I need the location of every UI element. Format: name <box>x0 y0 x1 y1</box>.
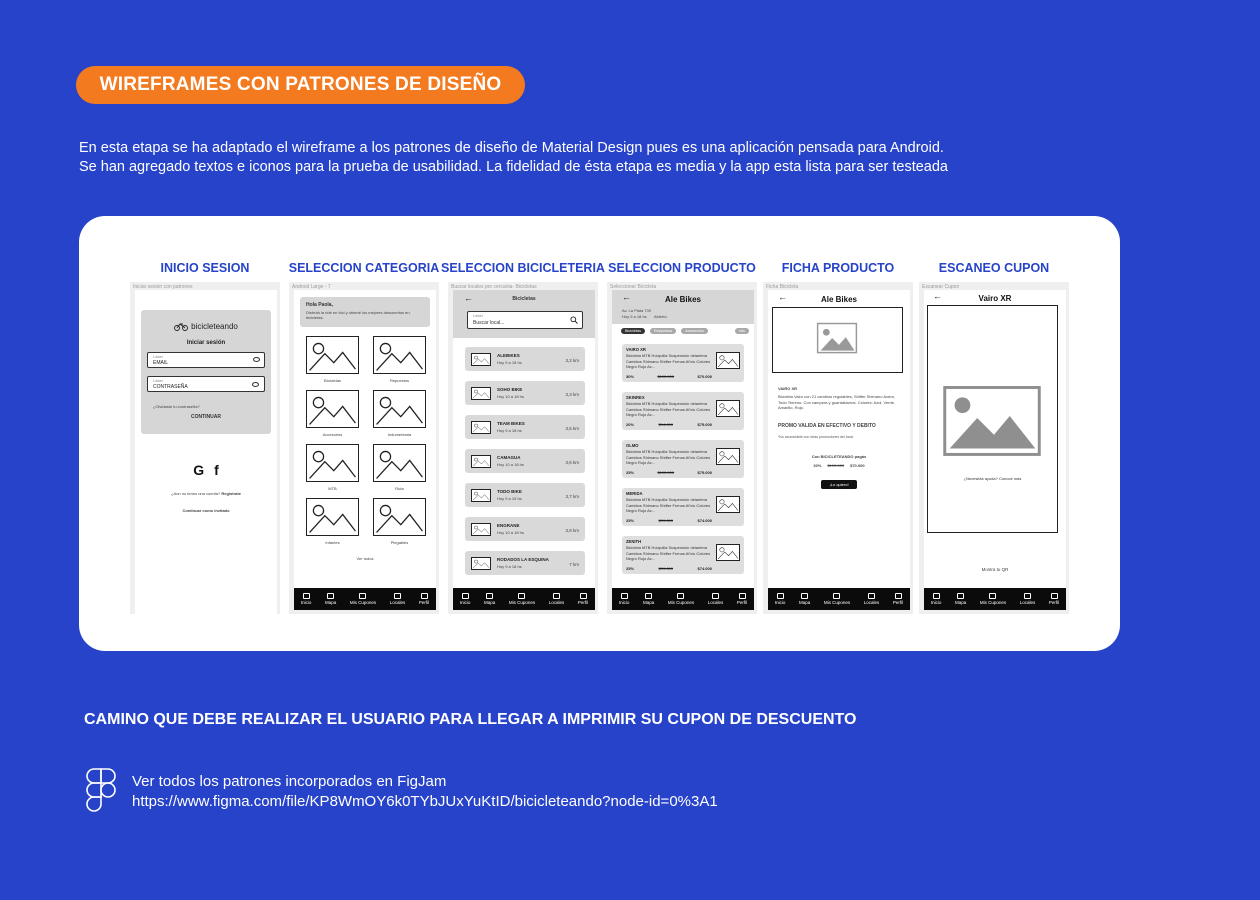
price-row <box>626 566 712 571</box>
price-row <box>626 518 712 523</box>
product-image <box>772 307 903 373</box>
category-label: Accesorios <box>322 432 343 437</box>
nav-item-inicio[interactable] <box>301 593 312 605</box>
discount-badge: 20% <box>626 422 635 427</box>
password-field[interactable] <box>147 376 265 392</box>
nav-label: Perfil <box>892 600 904 605</box>
figma-logo-icon <box>86 768 116 817</box>
column-title: INICIO SESION <box>160 261 250 275</box>
image-placeholder-icon <box>717 449 739 464</box>
nav-label: Perfil <box>736 600 748 605</box>
nav-label: Locales <box>707 600 724 605</box>
no-account-text: ¿Aun no tenes una cuenta? <box>171 491 221 496</box>
nav-label: Locales <box>548 600 565 605</box>
google-icon[interactable]: G <box>193 462 205 478</box>
product-name: VAIRO XR <box>778 386 798 391</box>
discount-badge: 25% <box>626 566 635 571</box>
store-name: TEAM BIKES <box>497 421 525 426</box>
facebook-icon[interactable]: f <box>214 462 219 478</box>
nav-icon <box>989 593 996 599</box>
store-list-item[interactable] <box>465 551 585 575</box>
discount-badge: 30% <box>626 374 635 379</box>
product-thumbnail <box>716 400 740 417</box>
price-row <box>626 470 712 475</box>
chip-repuestos[interactable]: Repuestos <box>650 328 676 334</box>
greeting-title: Hola Paola, <box>306 302 333 308</box>
page-title: WIREFRAMES CON PATRONES DE DISEÑO <box>76 66 525 104</box>
screen-escaneo <box>924 290 1066 610</box>
nav-label: Perfil <box>418 600 430 605</box>
wireframe-frame <box>289 282 439 614</box>
store-thumbnail <box>471 455 491 468</box>
new-price: $74.000 <box>697 566 712 571</box>
image-placeholder-icon <box>374 337 425 373</box>
arrow-back-icon[interactable]: ← <box>778 292 787 302</box>
promo-note: *No acumulable con otras promociones del local. <box>778 435 854 439</box>
image-placeholder-icon <box>307 391 358 427</box>
column-title: SELECCION PRODUCTO <box>608 261 756 275</box>
price-row <box>768 463 910 468</box>
intro-line-2: Se han agregado textos e iconos para la prueba de usabilidad. La fidelidad de ésta etapa es media y la app esta lista para ser testeada <box>79 159 948 175</box>
coupon-title: Vairo XR <box>978 294 1012 303</box>
brand-name: bicicleteando <box>191 322 238 331</box>
nav-item-perfil[interactable] <box>893 593 903 605</box>
greeting-subtitle: Disfrutá la ride en bici y obtené los mejores descuentos en bicicletas. <box>306 310 410 320</box>
wireframe-frame <box>763 282 913 614</box>
store-list-item[interactable] <box>465 517 585 541</box>
image-placeholder-icon <box>472 490 490 501</box>
category-tile-plegables[interactable] <box>373 498 426 536</box>
nav-icon <box>645 593 652 599</box>
screen-categoria <box>294 290 436 610</box>
product-name: SKINREX <box>626 395 645 400</box>
search-label: Label <box>473 313 483 318</box>
frame-label: Android Large - 7 <box>292 284 331 290</box>
image-placeholder-icon <box>472 524 490 535</box>
nav-icon <box>677 593 684 599</box>
email-value: EMAIL <box>153 360 169 366</box>
product-description: Bicicleta MTB Horquilla Suspensión delantera Cambios Shimano Shifter Frenos Al'vio Colores Negro Rojo Az... <box>626 353 711 369</box>
password-value: CONTRASEÑA <box>153 384 188 390</box>
nav-icon <box>1024 593 1031 599</box>
store-thumbnail <box>471 353 491 366</box>
old-price: $100.000 <box>657 374 675 379</box>
nav-icon <box>1051 593 1058 599</box>
top-app-bar <box>453 290 595 338</box>
email-field[interactable] <box>147 352 265 368</box>
new-price: $74.000 <box>697 518 712 523</box>
category-label: MTB <box>328 486 337 491</box>
store-list-item[interactable] <box>465 415 585 439</box>
store-name: ALEBIKES <box>497 353 520 358</box>
nav-label: Locales <box>863 600 880 605</box>
screen-bicicleteria <box>453 290 595 610</box>
nav-item-mapa[interactable] <box>325 593 336 605</box>
search-icon[interactable] <box>570 316 578 324</box>
image-placeholder-icon <box>472 558 490 569</box>
price-row <box>626 422 712 427</box>
bottom-navigation <box>768 588 910 610</box>
store-name: TODO BIKE <box>497 489 522 494</box>
store-thumbnail <box>471 557 491 570</box>
bottom-navigation <box>612 588 754 610</box>
nav-item-mapa[interactable] <box>955 593 966 605</box>
image-placeholder-icon <box>374 445 425 481</box>
image-placeholder-icon <box>717 353 739 368</box>
register-link[interactable]: Registrate <box>221 491 241 496</box>
new-price: $70.000 <box>850 463 865 468</box>
nav-item-perfil[interactable] <box>1049 593 1059 605</box>
password-label: Label <box>153 378 163 383</box>
old-price: $99.000 <box>658 566 673 571</box>
product-description: Bicicleta MTB Horquilla Suspensión delantera Cambios Shimano Shifter Frenos Al'vio Colores Negro Rojo Az... <box>626 401 711 417</box>
frame-label: Iniciar sesion con patrones <box>133 284 193 290</box>
category-label: Infantes <box>325 540 340 545</box>
product-name: OLMO <box>626 443 639 448</box>
nav-label: Mapa <box>483 600 496 605</box>
product-thumbnail <box>716 496 740 513</box>
nav-icon <box>777 593 784 599</box>
category-label: Indumentaria <box>387 432 412 437</box>
store-list-item[interactable] <box>465 381 585 405</box>
nav-icon <box>833 593 840 599</box>
nav-icon <box>394 593 401 599</box>
store-hours: Hoy 9 a 18 hs <box>497 564 522 569</box>
image-placeholder-icon <box>472 456 490 467</box>
nav-icon <box>712 593 719 599</box>
store-list-item[interactable] <box>465 347 585 371</box>
product-name: VAIRO XR <box>626 347 646 352</box>
nav-label: Mapa <box>642 600 655 605</box>
store-thumbnail <box>471 421 491 434</box>
screen-login <box>135 290 277 614</box>
product-card[interactable] <box>622 440 744 478</box>
email-label: Label <box>153 354 163 359</box>
image-placeholder-icon <box>928 306 1057 532</box>
old-price: $94.000 <box>658 422 673 427</box>
store-hours: Hoy 9 a 18 hs <box>497 428 522 433</box>
nav-label: Perfil <box>1048 600 1060 605</box>
nav-label: Mapa <box>954 600 967 605</box>
wireframe-frame <box>448 282 598 614</box>
screen-header: Bicicletas <box>512 296 536 302</box>
category-label: Ruta <box>395 486 404 491</box>
show-qr-label: Mostra tu QR <box>981 567 1009 572</box>
user-path-title: CAMINO QUE DEBE REALIZAR EL USUARIO PARA LLEGAR A IMPRIMIR SU CUPON DE DESCUENTO <box>84 711 857 728</box>
price-row <box>626 374 712 379</box>
nav-label: Mapa <box>798 600 811 605</box>
category-label: Repuestos <box>389 378 410 383</box>
category-tile-mtb[interactable] <box>306 444 359 482</box>
nav-icon <box>868 593 875 599</box>
arrow-back-icon[interactable]: ← <box>933 291 942 301</box>
chip-row <box>621 328 749 334</box>
discount-badge: 30% <box>813 463 822 468</box>
product-name: ZENITH <box>626 539 642 544</box>
guest-link[interactable]: Continuar como invitado <box>182 508 230 513</box>
product-card[interactable] <box>622 344 744 382</box>
chip-accesorios[interactable]: Accesorios <box>681 328 708 334</box>
nav-item-mis-cupones[interactable] <box>824 593 850 605</box>
want-it-button[interactable]: ¡Lo quiero! <box>821 480 857 489</box>
product-description: Bicicleta MTB Horquilla Suspensión delantera Cambios Shimano Shifter Frenos Al'vio Colores Negro Rojo Az... <box>626 545 711 561</box>
category-tile-infantes[interactable] <box>306 498 359 536</box>
new-price: $75.000 <box>697 422 712 427</box>
store-name: CAMAGUA <box>497 455 521 460</box>
nav-icon <box>303 593 310 599</box>
nav-item-mis-cupones[interactable] <box>980 593 1006 605</box>
promo-title: PROMO VALIDA EN EFECTIVO Y DEBITO <box>778 423 876 429</box>
image-placeholder-icon <box>717 497 739 512</box>
product-thumbnail <box>716 544 740 561</box>
eye-icon[interactable] <box>253 357 260 362</box>
nav-item-mis-cupones[interactable] <box>509 593 535 605</box>
image-placeholder-icon <box>773 308 902 372</box>
screen-producto <box>612 290 754 610</box>
store-hours: Hoy 9 a 19 hs <box>497 496 522 501</box>
nav-label: Inicio <box>618 600 630 605</box>
store-distance: 3,3 km <box>565 392 579 397</box>
store-list-item[interactable] <box>465 483 585 507</box>
store-hours: Hoy 10 a 18 hs <box>497 530 524 535</box>
nav-item-locales[interactable] <box>390 593 406 605</box>
nav-item-mapa[interactable] <box>799 593 810 605</box>
category-tile-bicicletas[interactable] <box>306 336 359 374</box>
store-name: Ale Bikes <box>664 295 702 304</box>
nav-icon <box>327 593 334 599</box>
search-input[interactable] <box>467 311 583 329</box>
bicycle-icon <box>174 323 188 331</box>
chip-bicicletas[interactable]: Bicicletas <box>621 328 645 334</box>
category-label: Bicicletas <box>324 378 341 383</box>
social-login <box>135 462 277 478</box>
old-price: $99.000 <box>658 518 673 523</box>
nav-icon <box>580 593 587 599</box>
image-placeholder-icon <box>374 499 425 535</box>
nav-icon <box>957 593 964 599</box>
frame-label: Buscar locales por cercania- Bicicletas <box>451 284 537 290</box>
nav-item-inicio[interactable] <box>931 593 942 605</box>
nav-icon <box>801 593 808 599</box>
old-price: $100.000 <box>657 470 675 475</box>
image-placeholder-icon <box>717 401 739 416</box>
product-name: MERIDA <box>626 491 643 496</box>
bottom-navigation <box>924 588 1066 610</box>
see-all-link[interactable]: Ver todos <box>356 556 374 561</box>
old-price: $100.000 <box>827 463 845 468</box>
product-description: Bicicleta Vairo con 21 cambios regulables, Shifter Shimano Acera, Todo Terreno. Con campera y guardabarros. Colores: Azul, Verde, Amarillo, Rojo. <box>778 394 896 410</box>
nav-label: Mis Cupones <box>667 600 695 605</box>
nav-item-inicio[interactable] <box>619 593 630 605</box>
nav-item-mapa[interactable] <box>643 593 654 605</box>
product-card[interactable] <box>622 536 744 574</box>
login-panel <box>141 310 271 434</box>
nav-item-mis-cupones[interactable] <box>350 593 376 605</box>
nav-item-locales[interactable] <box>549 593 565 605</box>
register-row <box>135 491 277 496</box>
column-title: SELECCION CATEGORIA <box>288 261 440 275</box>
top-app-bar <box>612 290 754 324</box>
wireframe-frame <box>130 282 280 614</box>
figjam-link-block <box>132 772 718 812</box>
nav-item-perfil[interactable] <box>578 593 588 605</box>
nav-icon <box>739 593 746 599</box>
store-hours: Hoy 10 a 18 hs <box>497 394 524 399</box>
nav-item-perfil[interactable] <box>419 593 429 605</box>
search-placeholder: Buscar local... <box>473 320 505 326</box>
nav-icon <box>895 593 902 599</box>
figjam-url-link[interactable]: https://www.figma.com/file/KP8WmOY6k0TYbJUxYuKtID/bicicleteando?node-id=0%3A1 <box>132 793 718 810</box>
frame-label: Seleccionar Bicicleta <box>610 284 657 290</box>
nav-icon <box>621 593 628 599</box>
frame-label: Ficha Bicicleta <box>766 284 799 290</box>
store-name: Ale Bikes <box>820 295 858 304</box>
store-hours: Hoy 10 a 18 hs <box>497 462 524 467</box>
store-hours: Hoy 9 a 18 hs <box>622 314 647 319</box>
nav-icon <box>933 593 940 599</box>
store-distance: 3,5 km <box>565 426 579 431</box>
discount-badge: 25% <box>626 470 635 475</box>
wireframe-frame <box>607 282 757 614</box>
nav-item-inicio[interactable] <box>460 593 471 605</box>
nav-label: Inicio <box>459 600 471 605</box>
product-card[interactable] <box>622 392 744 430</box>
greeting-card <box>300 297 430 327</box>
nav-item-locales[interactable] <box>708 593 724 605</box>
nav-icon <box>518 593 525 599</box>
frame-label: Escanear Cupon <box>922 284 960 290</box>
store-name: ENGRANE <box>497 523 520 528</box>
nav-item-locales[interactable] <box>1020 593 1036 605</box>
nav-label: Inicio <box>930 600 942 605</box>
store-distance: 7 km <box>569 562 579 567</box>
nav-item-mapa[interactable] <box>484 593 495 605</box>
nav-icon <box>462 593 469 599</box>
intro-line-1: En esta etapa se ha adaptado el wireframe a los patrones de diseño de Material Design pues es una aplicación pensada para Android. <box>79 140 944 156</box>
nav-icon <box>359 593 366 599</box>
nav-label: Mis Cupones <box>823 600 851 605</box>
bottom-navigation <box>453 588 595 610</box>
store-distance: 3,6 km <box>565 460 579 465</box>
image-placeholder-icon <box>472 422 490 433</box>
category-tile-repuestos[interactable] <box>373 336 426 374</box>
product-description: Bicicleta MTB Horquilla Suspensión delantera Cambios Shimano Shifter Frenos Al'vio Colores Negro Rojo Az... <box>626 497 711 513</box>
product-thumbnail <box>716 448 740 465</box>
product-thumbnail <box>716 352 740 369</box>
column-title: ESCANEO CUPON <box>938 261 1050 275</box>
brand-price-label: Con BICICLETEANDO pagás <box>811 454 867 459</box>
continue-button[interactable]: CONTINUAR <box>191 414 221 420</box>
category-label: Plegables <box>390 540 409 545</box>
nav-item-mis-cupones[interactable] <box>668 593 694 605</box>
new-price: $75.000 <box>697 470 712 475</box>
arrow-back-icon[interactable]: ← <box>622 292 631 302</box>
help-link[interactable]: ¿Necesitás ayuda? Conocé más <box>963 476 1022 481</box>
nav-label: Mapa <box>324 600 337 605</box>
qr-scan-area[interactable] <box>927 305 1058 533</box>
image-placeholder-icon <box>472 354 490 365</box>
bottom-navigation <box>294 588 436 610</box>
nav-item-perfil[interactable] <box>737 593 747 605</box>
new-price: $70.000 <box>697 374 712 379</box>
nav-icon <box>421 593 428 599</box>
eye-icon[interactable] <box>252 382 259 387</box>
login-heading: Iniciar sesión <box>186 340 226 346</box>
screen-ficha <box>768 290 910 610</box>
store-distance: 3,8 km <box>565 528 579 533</box>
store-address: Av. La Plata 739 <box>622 308 651 313</box>
category-tile-indumentaria[interactable] <box>373 390 426 428</box>
nav-label: Locales <box>389 600 406 605</box>
store-thumbnail <box>471 387 491 400</box>
product-description: Bicicleta MTB Horquilla Suspensión delantera Cambios Shimano Shifter Frenos Al'vio Colores Negro Rojo Az... <box>626 449 711 465</box>
nav-label: Inicio <box>774 600 786 605</box>
nav-label: Mis Cupones <box>508 600 536 605</box>
store-status: Abierto <box>654 314 667 319</box>
store-name: SOHO BIKE <box>497 387 523 392</box>
forgot-password-link[interactable]: ¿Olvidaste tu contraseña? <box>153 404 200 409</box>
store-hours: Hoy 9 a 18 hs <box>497 360 522 365</box>
product-card[interactable] <box>622 488 744 526</box>
nav-label: Locales <box>1019 600 1036 605</box>
image-placeholder-icon <box>374 391 425 427</box>
nav-label: Perfil <box>577 600 589 605</box>
nav-item-inicio[interactable] <box>775 593 786 605</box>
nav-label: Mis Cupones <box>349 600 377 605</box>
nav-label: Inicio <box>300 600 312 605</box>
store-distance: 3,7 km <box>565 494 579 499</box>
nav-icon <box>553 593 560 599</box>
image-placeholder-icon <box>307 499 358 535</box>
brand-logo <box>141 322 271 331</box>
image-placeholder-icon <box>307 337 358 373</box>
store-thumbnail <box>471 523 491 536</box>
store-name: RODADOS LA ESQUINA <box>497 557 549 562</box>
store-distance: 3,2 km <box>565 358 579 363</box>
column-title: SELECCION BICICLETERIA <box>441 261 605 275</box>
chip-info[interactable]: Info <box>735 328 749 334</box>
wireframes-card <box>79 216 1120 651</box>
image-placeholder-icon <box>717 545 739 560</box>
nav-label: Mis Cupones <box>979 600 1007 605</box>
discount-badge: 25% <box>626 518 635 523</box>
image-placeholder-icon <box>472 388 490 399</box>
nav-item-locales[interactable] <box>864 593 880 605</box>
category-tile-accesorios[interactable] <box>306 390 359 428</box>
nav-icon <box>486 593 493 599</box>
store-list-item[interactable] <box>465 449 585 473</box>
arrow-back-icon[interactable]: ← <box>464 293 473 303</box>
category-tile-ruta[interactable] <box>373 444 426 482</box>
image-placeholder-icon <box>307 445 358 481</box>
store-thumbnail <box>471 489 491 502</box>
figjam-text: Ver todos los patrones incorporados en FigJam <box>132 773 447 790</box>
wireframe-frame <box>919 282 1069 614</box>
intro-text <box>79 139 1179 177</box>
column-title: FICHA PRODUCTO <box>781 261 895 275</box>
